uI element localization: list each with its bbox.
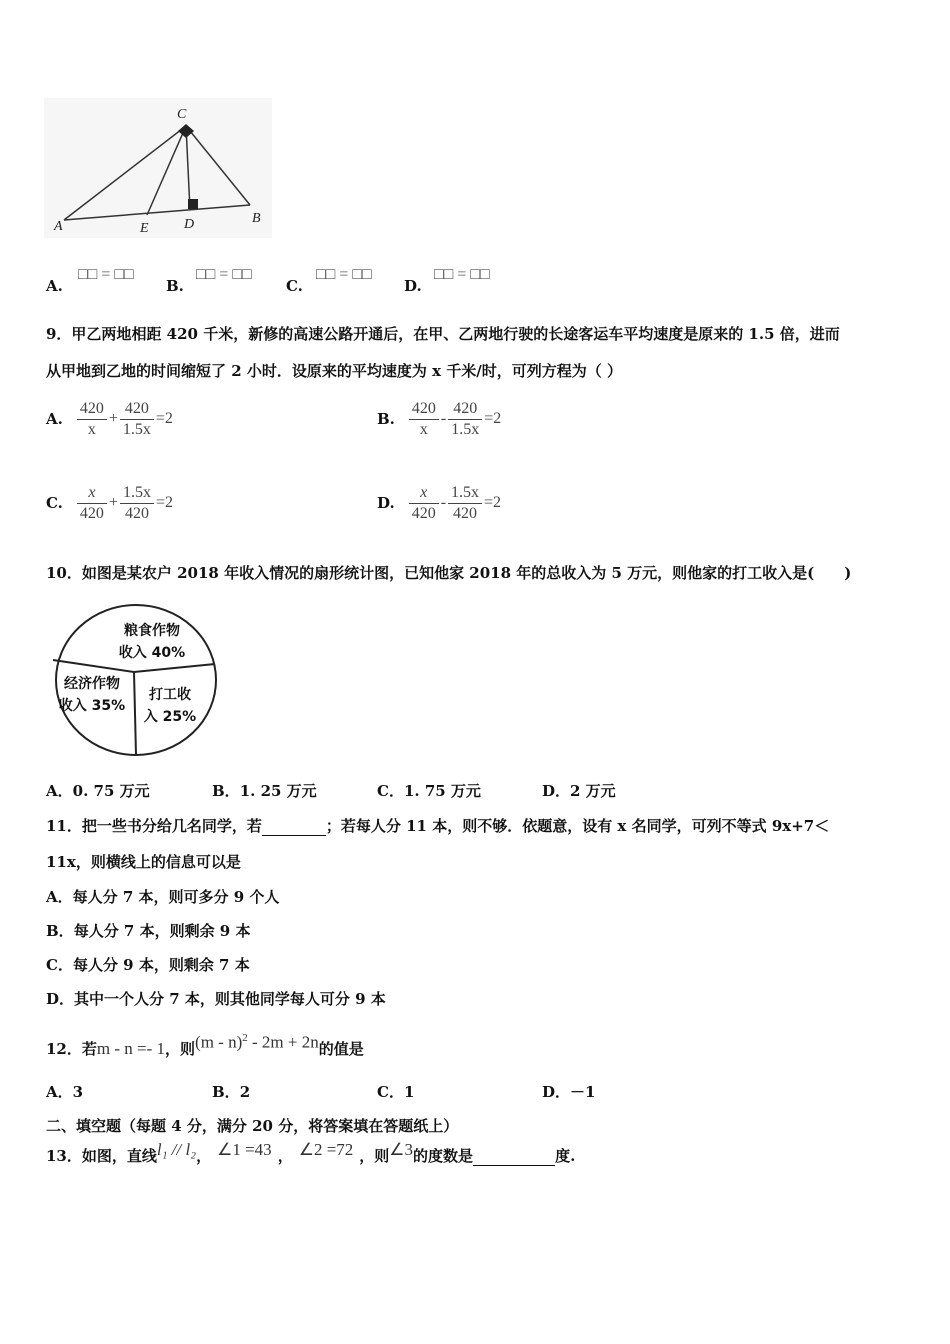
q8-option-b-eq: □□ = □□ <box>196 266 252 283</box>
q12-mid: ，则 <box>165 1039 196 1058</box>
q11-answer-blank[interactable] <box>262 819 326 836</box>
pie-chart <box>48 600 228 760</box>
q9-option-b-op: - <box>440 410 447 427</box>
segment-ab <box>64 205 250 220</box>
q9-option-d-frac1: $\frac{x}{420}$ <box>409 483 439 524</box>
q8-option-d-eq: □□ = □□ <box>434 266 490 283</box>
right-angle-mark-c <box>178 124 194 138</box>
q9-option-d-op: - <box>440 494 447 511</box>
q12-option-d: D．－1 <box>542 1083 596 1101</box>
segment-bc <box>186 126 250 205</box>
q9-option-a-frac1: $\frac{420}{x}$ <box>77 399 107 440</box>
q9-option-b-frac1: $\frac{420}{x}$ <box>409 399 439 440</box>
q9-option-c-frac2: $\frac{1.5x}{420}$ <box>120 483 154 524</box>
q9-option-d-rhs: =2 <box>484 494 502 511</box>
q12-post: 的值是 <box>318 1039 364 1058</box>
q9-option-a-letter: A. <box>46 410 63 428</box>
q13-parallel-lines: l₁ // l₂ <box>156 1140 197 1159</box>
q10-option-a: A．0. 75 万元 <box>46 782 150 800</box>
q9-stem-line1: 9．甲乙两地相距 420 千米，新修的高速公路开通后，在甲、乙两地行驶的长途客运车平均速度是原来的 1.5 倍，进而 <box>46 325 840 343</box>
q9-stem-line2: 从甲地到乙地的时间缩短了 2 小时．设原来的平均速度为 x 千米/时，可列方程为（ ） <box>46 362 622 380</box>
q11-stem-line1: 11．把一些书分给几名同学，若 ；若每人分 11 本，则不够．依题意，设有 x 名同学，可列不等式 9x+7＜ <box>46 817 830 835</box>
q12-pre: 12．若 <box>46 1039 97 1058</box>
q13-sep1: ， <box>196 1147 212 1165</box>
pie-label-work-line1: 打工收 <box>149 687 191 703</box>
q10-stem: 10．如图是某农户 2018 年收入情况的扇形统计图，已知他家 2018 年的总收入为 5 万元，则他家的打工收入是( ) <box>46 564 852 582</box>
q9-option-b-letter: B. <box>377 410 395 428</box>
q11-stem-line2: 11x，则横线上的信息可以是 <box>46 853 241 871</box>
q13-angle3: ∠3 <box>389 1140 414 1159</box>
q13-angle2: ∠2 =72 <box>298 1140 354 1159</box>
q8-option-b-letter: B. <box>166 277 184 295</box>
label-e: E <box>140 221 149 236</box>
q11-option-c: C．每人分 9 本，则剩余 7 本 <box>46 956 250 974</box>
q9-option-b-frac2: $\frac{420}{1.5x}$ <box>448 399 482 440</box>
q9-option-c-frac1: $\frac{x}{420}$ <box>77 483 107 524</box>
q8-option-a-letter: A. <box>46 277 63 295</box>
q9-option-c-letter: C. <box>46 494 63 512</box>
q12-stem <box>46 1034 364 1059</box>
q13-answer-blank[interactable] <box>473 1149 555 1166</box>
q12-option-c: C．1 <box>377 1083 415 1101</box>
triangle-svg <box>44 98 272 238</box>
right-angle-mark-d <box>188 199 198 209</box>
pie-label-economic-line2: 收入 35% <box>58 698 126 714</box>
pie-label-work-line2: 入 25% <box>143 709 197 725</box>
segment-ce <box>147 126 186 215</box>
q10-option-c: C．1. 75 万元 <box>377 782 481 800</box>
q8-option-a-eq: □□ = □□ <box>78 266 134 283</box>
label-a: A <box>54 219 63 234</box>
q9-option-c-op: + <box>108 494 118 511</box>
q12-option-b: B．2 <box>212 1083 251 1101</box>
triangle-figure <box>44 98 272 238</box>
q9-option-d <box>377 479 503 527</box>
q9-option-a-frac2: $\frac{420}{1.5x}$ <box>120 399 154 440</box>
section2-heading: 二、填空题（每题 4 分，满分 20 分，将答案填在答题纸上） <box>46 1117 459 1135</box>
q8-option-d-letter: D. <box>404 277 422 295</box>
pie-label-economic-line1: 经济作物 <box>64 676 120 692</box>
q13-angle1: ∠1 =43 <box>217 1140 272 1159</box>
q9-option-a-rhs: =2 <box>155 410 173 427</box>
q9-option-d-frac2: $\frac{1.5x}{420}$ <box>448 483 482 524</box>
q13-sep2: ， <box>277 1147 293 1165</box>
q13-stem <box>46 1140 576 1166</box>
q13-post2: 度. <box>555 1147 576 1165</box>
segment-cd <box>186 126 190 210</box>
q12-option-a: A．3 <box>46 1083 84 1101</box>
q10-option-b: B．1. 25 万元 <box>212 782 317 800</box>
q10-option-d: D．2 万元 <box>542 782 616 800</box>
label-c: C <box>177 107 187 122</box>
q12-expression: (m - n)$^2$ - 2m + 2n <box>195 1032 319 1052</box>
q9-option-b-rhs: =2 <box>484 410 502 427</box>
q9-option-a-op: + <box>108 410 118 427</box>
q9-option-d-letter: D. <box>377 494 395 512</box>
q9-option-c <box>46 479 175 527</box>
pie-label-grain-line2: 收入 40% <box>118 645 186 661</box>
q8-option-c-eq: □□ = □□ <box>316 266 372 283</box>
q13-pre: 13．如图，直线 <box>46 1147 157 1165</box>
q13-post1: 的度数是 <box>413 1147 474 1165</box>
q11-option-d: D．其中一个人分 7 本，则其他同学每人可分 9 本 <box>46 990 386 1008</box>
label-d: D <box>184 217 195 232</box>
q9-option-c-rhs: =2 <box>155 494 173 511</box>
q11-option-a: A．每人分 7 本，则可多分 9 个人 <box>46 888 280 906</box>
label-b: B <box>252 211 261 226</box>
q8-option-c-letter: C. <box>286 277 303 295</box>
q13-sep3: ，则 <box>359 1147 390 1165</box>
q11-option-b: B．每人分 7 本，则剩余 9 本 <box>46 922 251 940</box>
q9-option-b <box>377 395 503 443</box>
pie-label-grain-line1: 粮食作物 <box>124 623 180 639</box>
segment-ac <box>64 126 186 220</box>
q12-condition: m - n =- 1 <box>96 1038 166 1058</box>
pie-svg <box>48 600 228 760</box>
q9-option-a <box>46 395 175 443</box>
